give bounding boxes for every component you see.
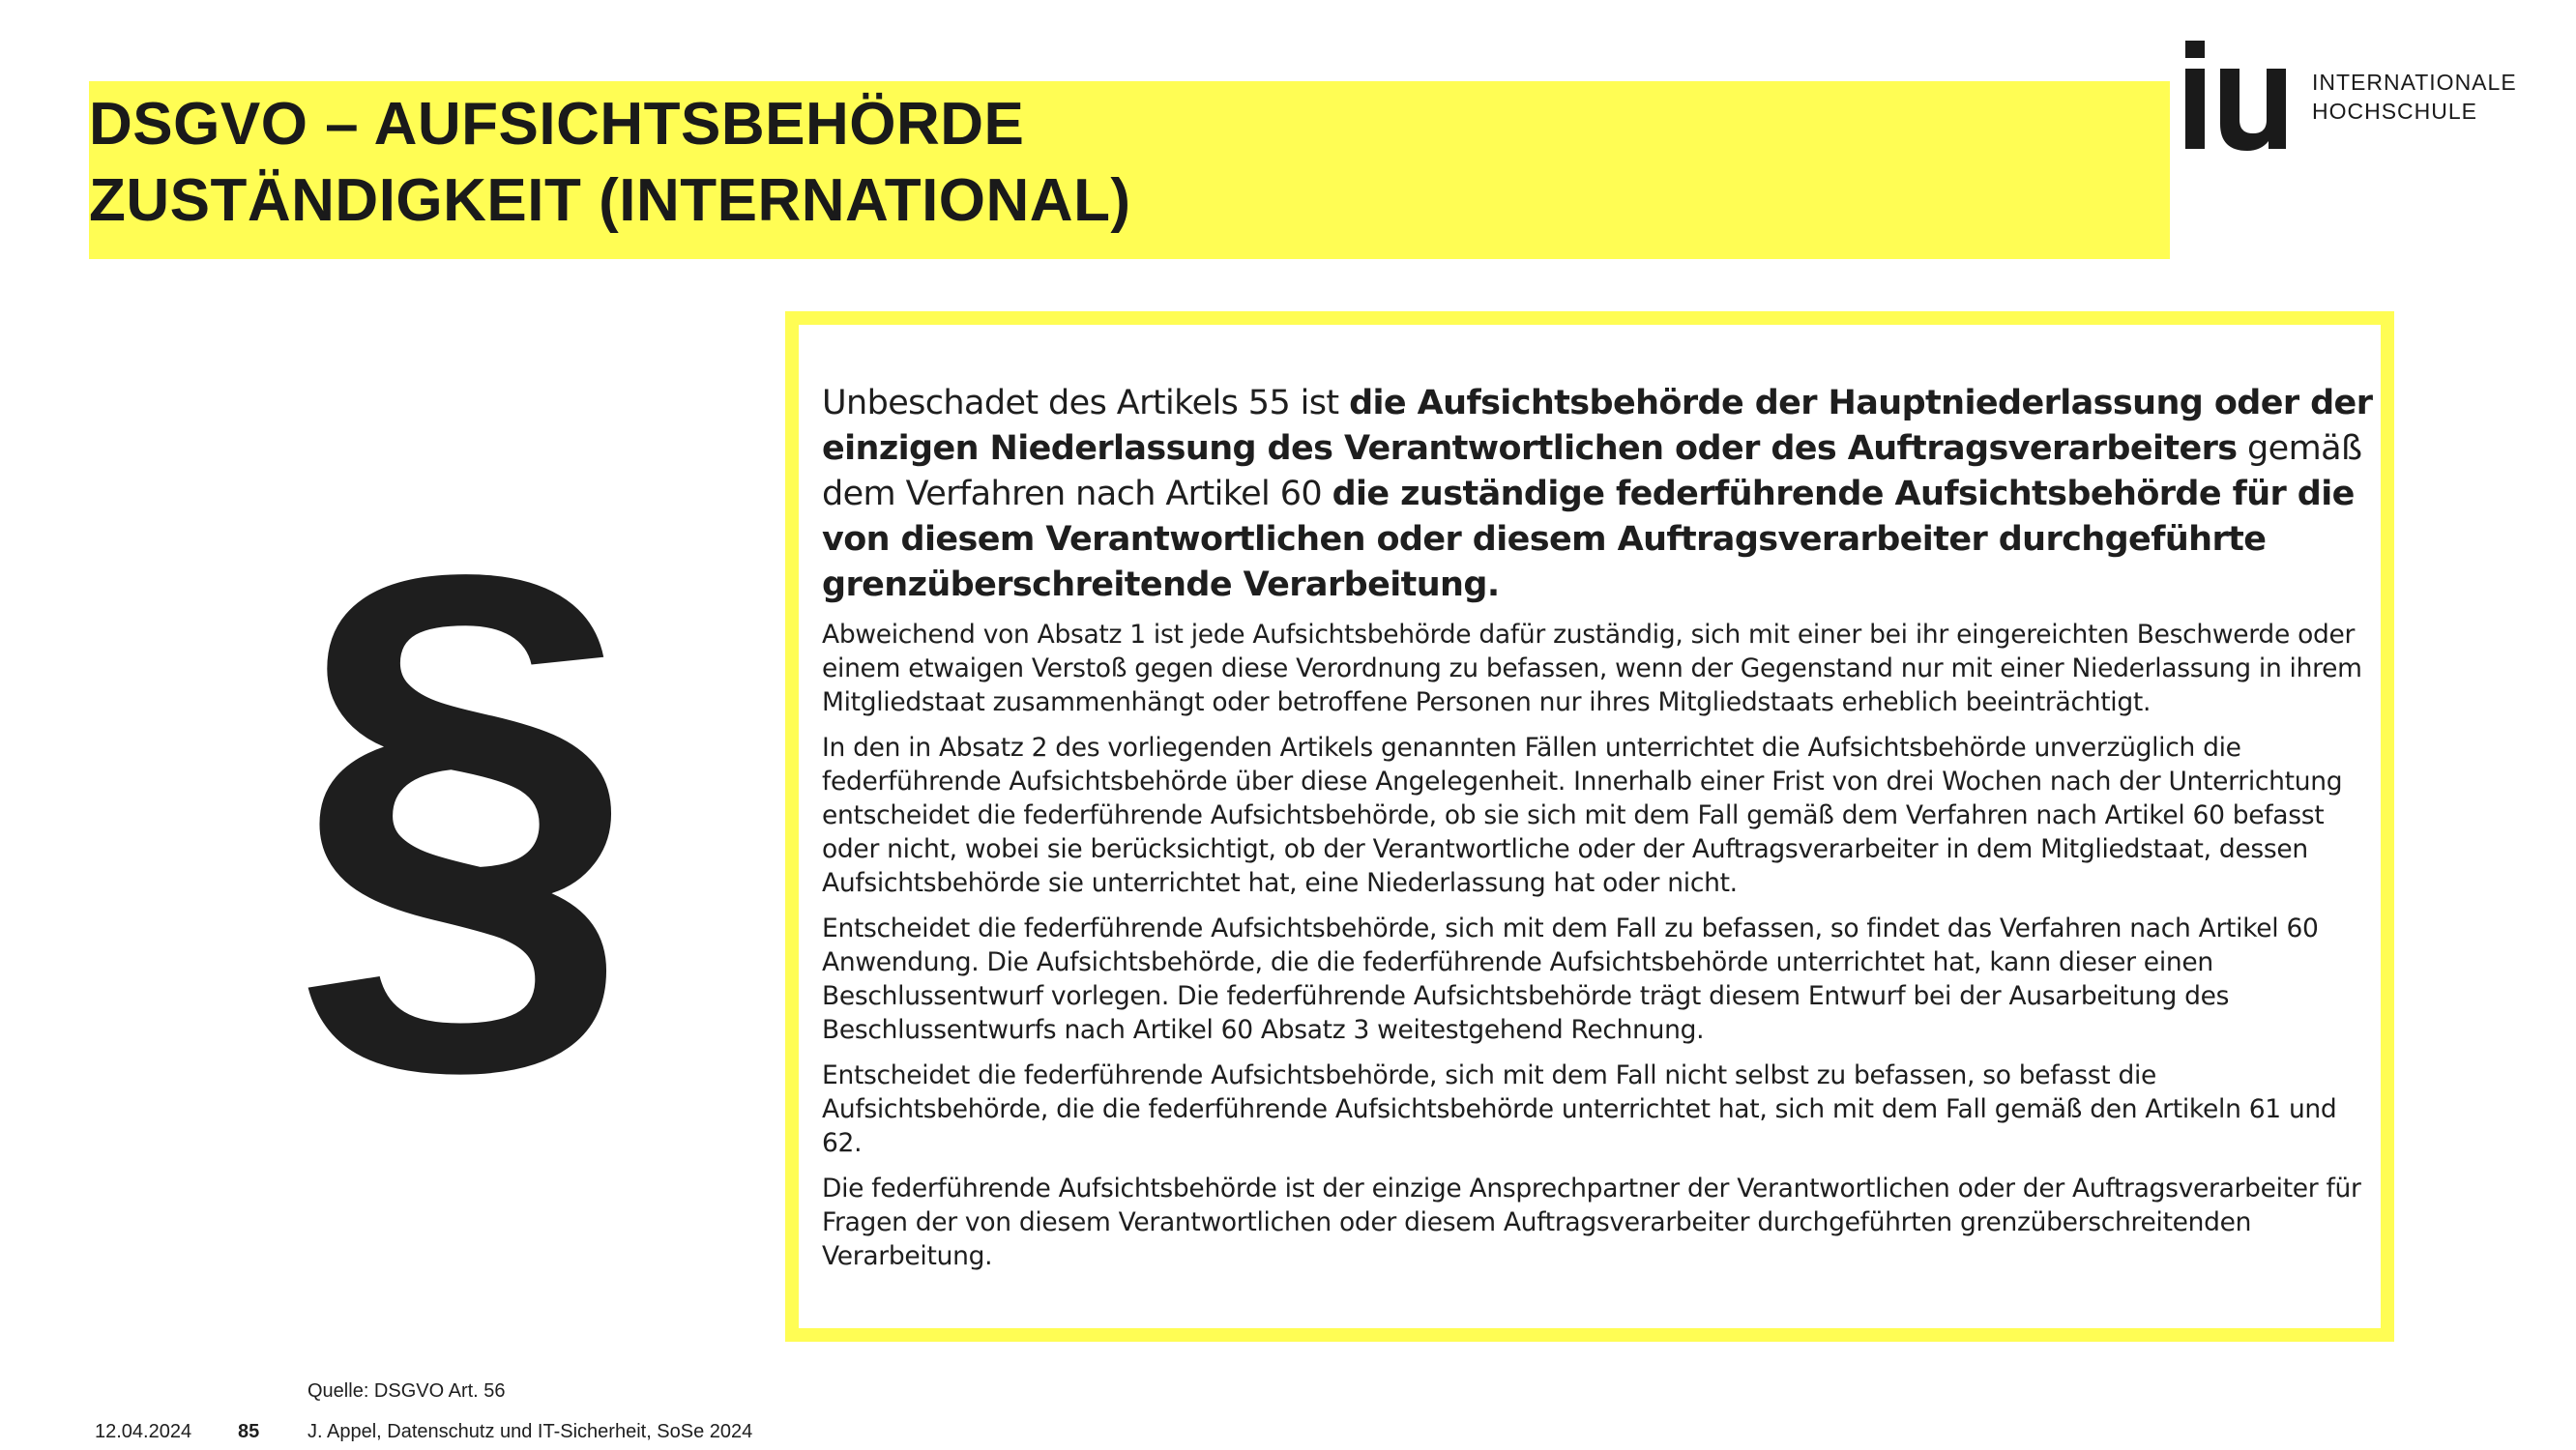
iu-logo-mark (2181, 41, 2298, 152)
lead-paragraph (822, 381, 2377, 608)
lead-bold-1: die Aufsichtsbehörde der Hauptniederlassung oder der einzigen Niederlassung des Verantwortlichen oder des Auftragsverarbeiters (822, 384, 2373, 468)
paragraph-symbol-glyph: § (292, 446, 636, 1121)
footer-source: Quelle: DSGVO Art. 56 (307, 1380, 506, 1402)
law-quote-content (822, 381, 2377, 1285)
title-band (89, 81, 2170, 259)
body-paragraph-5: Die federführende Aufsichtsbehörde ist der einzige Ansprechpartner der Verantwortlichen oder der Auftragsverarbeiter für Fragen der von diesem Verantwortlichen oder diesem Auftragsverarbeiter durchgeführten grenzüberschreitenden Verarbeitung. (822, 1174, 2361, 1271)
slide-title-line-2: ZUSTÄNDIGKEIT (INTERNATIONAL) (89, 167, 1131, 234)
logo-text-line-2: HOCHSCHULE (2312, 99, 2478, 124)
slide-title-line-1: DSGVO – AUFSICHTSBEHÖRDE (89, 91, 1025, 158)
footer-date: 12.04.2024 (95, 1421, 192, 1442)
logo-text-line-1: INTERNATIONALE (2312, 70, 2517, 95)
body-paragraph-2: In den in Absatz 2 des vorliegenden Artikels genannten Fällen unterrichtet die Aufsichtsbehörde unverzüglich die federführende Aufsichtsbehörde über diese Angelegenheit. Innerhalb einer Frist von drei Wochen nach der Unterrichtung entscheidet die federführende Aufsichtsbehörde, ob sie sich mit dem Fall gemäß dem Verfahren nach Artikel 60 befasst oder nicht, wobei sie berücksichtigt, ob der Verantwortliche oder der Auftragsverarbeiter in dem Mitgliedstaat, dessen Aufsichtsbehörde sie unterrichtet hat, eine Niederlassung hat oder nicht. (822, 733, 2343, 898)
body-paragraph-3: Entscheidet die federführende Aufsichtsbehörde, sich mit dem Fall zu befassen, so findet das Verfahren nach Artikel 60 Anwendung. Die Aufsichtsbehörde, die die federführende Aufsichtsbehörde unterrichtet hat, kann dieser einen Beschlussentwurf vorlegen. Die federführende Aufsichtsbehörde trägt diesem Entwurf bei der Ausarbeitung des Beschlussentwurfs nach Artikel 60 Absatz 3 weitestgehend Rechnung. (822, 914, 2319, 1045)
body-paragraph-1: Abweichend von Absatz 1 ist jede Aufsichtsbehörde dafür zuständig, sich mit einer bei ihr eingereichten Beschwerde oder einem etwaigen Verstoß gegen diese Verordnung zu befassen, wenn der Gegenstand nur mit einer Niederlassung in ihrem Mitgliedstaat zusammenhängt oder betroffene Personen nur ihres Mitgliedstaats erheblich beeinträchtigt. (822, 620, 2362, 717)
lead-text-1: Unbeschadet des Artikels 55 ist (822, 384, 1350, 422)
lead-text-2: gemäß dem Verfahren nach Artikel 60 (822, 429, 2362, 513)
law-quote-box (785, 311, 2394, 1342)
footer-page-number: 85 (238, 1421, 260, 1442)
iu-logo (2181, 41, 2549, 152)
footer-author: J. Appel, Datenschutz und IT-Sicherheit, SoSe 2024 (307, 1421, 753, 1442)
lead-bold-2: die zuständige federführende Aufsichtsbehörde für die von diesem Verantwortlichen oder diesem Auftragsverarbeiter durchgeführte grenzüberschreitende Verarbeitung. (822, 475, 2355, 604)
paragraph-section-icon (222, 425, 706, 1121)
body-paragraph-4: Entscheidet die federführende Aufsichtsbehörde, sich mit dem Fall nicht selbst zu befassen, so befasst die Aufsichtsbehörde, die die federführende Aufsichtsbehörde unterrichtet hat, sich mit dem Fall gemäß den Artikeln 61 und 62. (822, 1060, 2337, 1158)
